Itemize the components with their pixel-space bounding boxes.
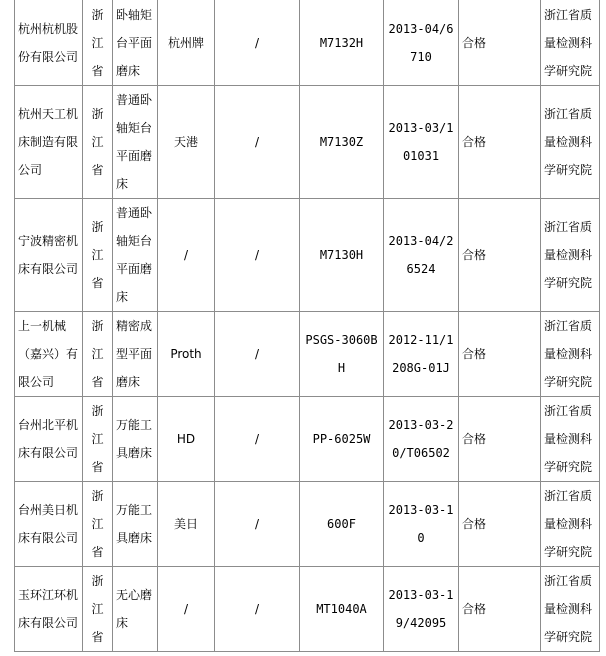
brand-cell: 天港	[158, 86, 215, 199]
spec-cell: /	[215, 86, 300, 199]
province-cell: 浙江省	[83, 0, 113, 86]
agency-cell: 浙江省质量检测科学研究院	[541, 397, 600, 482]
batch-cell: 2013-03/101031	[384, 86, 459, 199]
batch-cell: 2013-04/6710	[384, 0, 459, 86]
spec-cell: /	[215, 0, 300, 86]
result-cell: 合格	[459, 199, 541, 312]
model-cell: MT1040A	[300, 567, 384, 652]
table-row	[15, 199, 600, 312]
brand-cell: 美日	[158, 482, 215, 567]
table-row	[15, 482, 600, 567]
batch-cell: 2013-03-10	[384, 482, 459, 567]
model-cell: PSGS-3060BH	[300, 312, 384, 397]
inspection-results-table	[14, 0, 600, 652]
batch-cell: 2012-11/1208G-01J	[384, 312, 459, 397]
company-cell: 上一机械（嘉兴）有限公司	[15, 312, 83, 397]
result-cell: 合格	[459, 482, 541, 567]
product-cell: 普通卧轴矩台平面磨床	[113, 199, 158, 312]
batch-cell: 2013-03-19/42095	[384, 567, 459, 652]
spec-cell: /	[215, 482, 300, 567]
batch-cell: 2013-03-20/T06502	[384, 397, 459, 482]
table-row	[15, 0, 600, 86]
agency-cell: 浙江省质量检测科学研究院	[541, 86, 600, 199]
company-cell: 杭州天工机床制造有限公司	[15, 86, 83, 199]
brand-cell: /	[158, 199, 215, 312]
province-cell: 浙江省	[83, 397, 113, 482]
spec-cell: /	[215, 397, 300, 482]
result-cell: 合格	[459, 567, 541, 652]
model-cell: 600F	[300, 482, 384, 567]
table-row	[15, 86, 600, 199]
province-cell: 浙江省	[83, 86, 113, 199]
company-cell: 玉环江环机床有限公司	[15, 567, 83, 652]
agency-cell: 浙江省质量检测科学研究院	[541, 482, 600, 567]
agency-cell: 浙江省质量检测科学研究院	[541, 567, 600, 652]
result-cell: 合格	[459, 397, 541, 482]
result-cell: 合格	[459, 0, 541, 86]
result-cell: 合格	[459, 312, 541, 397]
agency-cell: 浙江省质量检测科学研究院	[541, 199, 600, 312]
batch-cell: 2013-04/26524	[384, 199, 459, 312]
product-cell: 普通卧轴矩台平面磨床	[113, 86, 158, 199]
province-cell: 浙江省	[83, 482, 113, 567]
brand-cell: /	[158, 567, 215, 652]
product-cell: 万能工具磨床	[113, 397, 158, 482]
brand-cell: 杭州牌	[158, 0, 215, 86]
model-cell: M7130H	[300, 199, 384, 312]
spec-cell: /	[215, 312, 300, 397]
agency-cell: 浙江省质量检测科学研究院	[541, 312, 600, 397]
model-cell: PP-6025W	[300, 397, 384, 482]
spec-cell: /	[215, 199, 300, 312]
result-cell: 合格	[459, 86, 541, 199]
brand-cell: Proth	[158, 312, 215, 397]
agency-cell: 浙江省质量检测科学研究院	[541, 0, 600, 86]
brand-cell: HD	[158, 397, 215, 482]
province-cell: 浙江省	[83, 312, 113, 397]
product-cell: 卧轴矩台平面磨床	[113, 0, 158, 86]
spec-cell: /	[215, 567, 300, 652]
company-cell: 宁波精密机床有限公司	[15, 199, 83, 312]
model-cell: M7130Z	[300, 86, 384, 199]
province-cell: 浙江省	[83, 199, 113, 312]
product-cell: 精密成型平面磨床	[113, 312, 158, 397]
table-row	[15, 312, 600, 397]
table-row	[15, 567, 600, 652]
table-row	[15, 397, 600, 482]
company-cell: 台州美日机床有限公司	[15, 482, 83, 567]
model-cell: M7132H	[300, 0, 384, 86]
company-cell: 台州北平机床有限公司	[15, 397, 83, 482]
product-cell: 无心磨床	[113, 567, 158, 652]
province-cell: 浙江省	[83, 567, 113, 652]
product-cell: 万能工具磨床	[113, 482, 158, 567]
company-cell: 杭州杭机股份有限公司	[15, 0, 83, 86]
